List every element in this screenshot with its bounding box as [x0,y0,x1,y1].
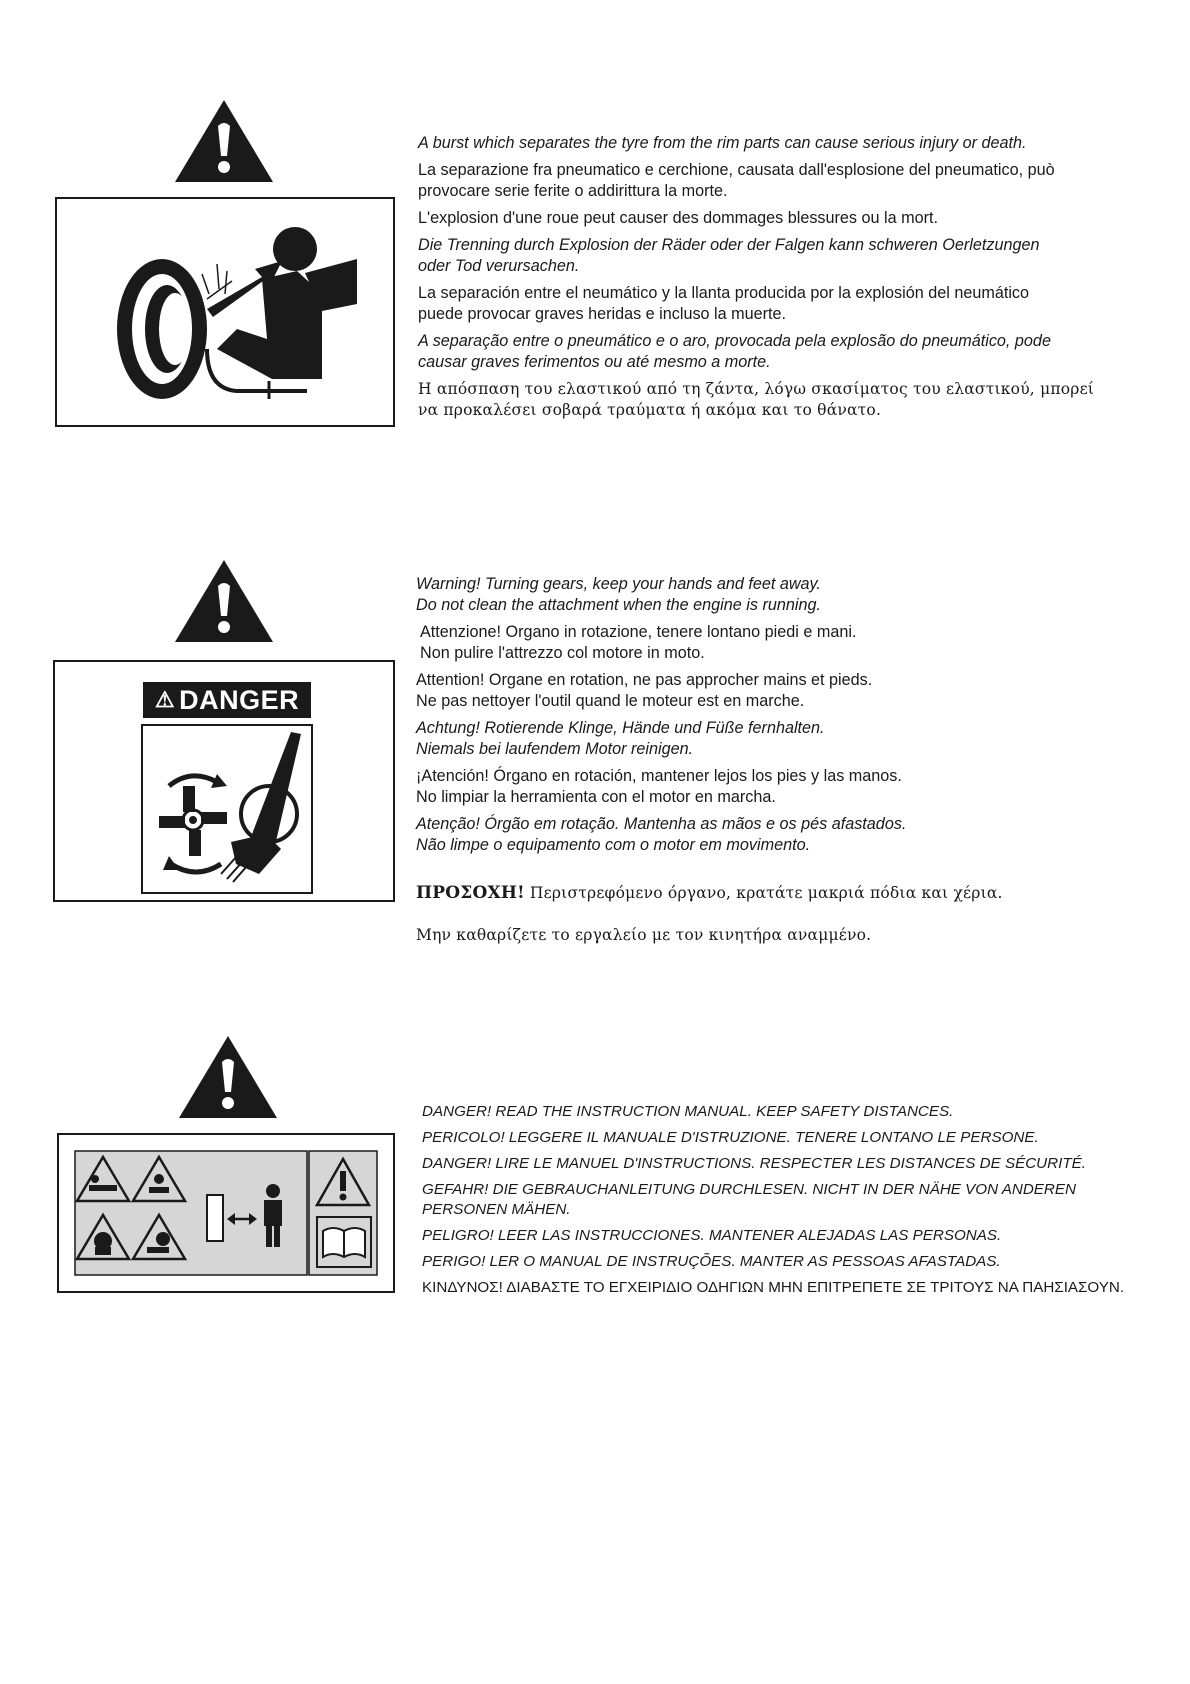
gears-warning-el-heading: ΠΡΟΣΟΧΗ! [416,883,525,903]
tyre-burst-pictogram [55,197,395,427]
gears-warning-el-line2: Μην καθαρίζετε το εργαλείο με τον κινητήρα αναμμένο. [416,926,872,944]
manual-warning-el: ΚΙΝΔΥΝΟΣ! ΔΙΑΒΑΣΤΕ ΤΟ ΕΓΧΕΙΡΙΔΙΟ ΟΔΗΓΙΩΝ ΜΗΝ ΕΠΙΤΡΕΠΕΤΕ ΣΕ ΤΡΙΤΟΥΣ ΝΑ ΠΑΗΣΙΑΣΟΥΝ. [422,1279,1125,1296]
safety-decal-pictogram-icon [59,1135,393,1291]
tyre-warning-text [418,133,1158,427]
manual-warning-pt: PERIGO! LER O MANUAL DE INSTRUÇÕES. MANTER AS PESSOAS AFASTADAS. [422,1253,1001,1270]
danger-label-icon: ⚠ [154,687,176,712]
tyre-warning-en: A burst which separates the tyre from the rim parts can cause serious injury or death. [418,134,1027,152]
manual-warning-en: DANGER! READ THE INSTRUCTION MANUAL. KEEP SAFETY DISTANCES. [422,1103,954,1120]
gears-warning-text [416,574,1156,946]
tyre-burst-pictogram-icon [57,199,393,425]
tyre-warning-it: La separazione fra pneumatico e cerchione, causata dall'esplosione del pneumatico, può provocare serie ferite o addirittura la morte. [418,161,1055,200]
manual-warning-fr: DANGER! LIRE LE MANUEL D'INSTRUCTIONS. RESPECTER LES DISTANCES DE SÉCURITÉ. [422,1155,1086,1172]
tyre-warning-pt: A separação entre o pneumático e o aro, provocada pela explosão do pneumático, pode causar graves ferimentos ou até mesmo a morte. [418,332,1051,371]
gears-warning-fr: Attention! Organe en rotation, ne pas approcher mains et pieds. Ne pas nettoyer l'outil quand le moteur est en marche. [416,671,873,710]
gears-warning-es: ¡Atención! Órgano en rotación, mantener lejos los pies y las manos. No limpiar la herramienta con el motor en marcha. [416,767,902,806]
gears-warning-it: Attenzione! Organo in rotazione, tenere lontano piedi e mani. Non pulire l'attrezzo col motore in moto. [420,623,857,662]
manual-warning-de: GEFAHR! DIE GEBRAUCHANLEITUNG DURCHLESEN. NICHT IN DER NÄHE VON ANDEREN PERSONEN MÄHEN. [422,1181,1076,1218]
danger-pictogram [53,660,395,902]
tyre-warning-de: Die Trenning durch Explosion der Räder oder der Falgen kann schweren Oerletzungen oder Tod verursachen. [418,236,1040,275]
manual-warning-it: PERICOLO! LEGGERE IL MANUALE D'ISTRUZIONE. TENERE LONTANO LE PERSONE. [422,1129,1039,1146]
safety-decal-pictogram [57,1133,395,1293]
tyre-warning-es: La separación entre el neumático y la llanta producida por la explosión del neumático puede provocar graves heridas e incluso la muerte. [418,284,1030,323]
gears-warning-pt: Atenção! Órgão em rotação. Mantenha as mãos e os pés afastados. Não limpe o equipamento com o motor em movimento. [416,815,907,854]
gears-warning-de: Achtung! Rotierende Klinge, Hände und Füße fernhalten. Niemals bei laufendem Motor reinigen. [416,719,825,758]
tyre-warning-fr: L'explosion d'une roue peut causer des dommages blessures ou la mort. [418,209,938,227]
warning-triangle-icon [173,98,275,184]
gears-warning-el-line1: Περιστρεφόμενο όργανο, κρατάτε μακριά πόδια και χέρια. [524,884,1003,902]
danger-label [143,682,311,718]
tyre-warning-el: Η απόσπαση του ελαστικού από τη ζάντα, λόγω σκασίματος του ελαστικού, μπορεί να προκαλέσει σοβαρά τραύματα ή ακόμα και το θάνατο. [418,380,1095,419]
gears-warning-en: Warning! Turning gears, keep your hands and feet away. Do not clean the attachment when the engine is running. [416,575,821,614]
warning-triangle-icon [173,558,275,644]
gears-warning-el [416,862,1156,946]
manual-warning-es: PELIGRO! LEER LAS INSTRUCCIONES. MANTENER ALEJADAS LAS PERSONAS. [422,1227,1002,1244]
warning-triangle-icon [177,1034,279,1120]
manual-warning-text [422,1102,1167,1304]
rotating-blade-pictogram-icon [141,724,313,894]
danger-label-text: DANGER [179,684,300,715]
